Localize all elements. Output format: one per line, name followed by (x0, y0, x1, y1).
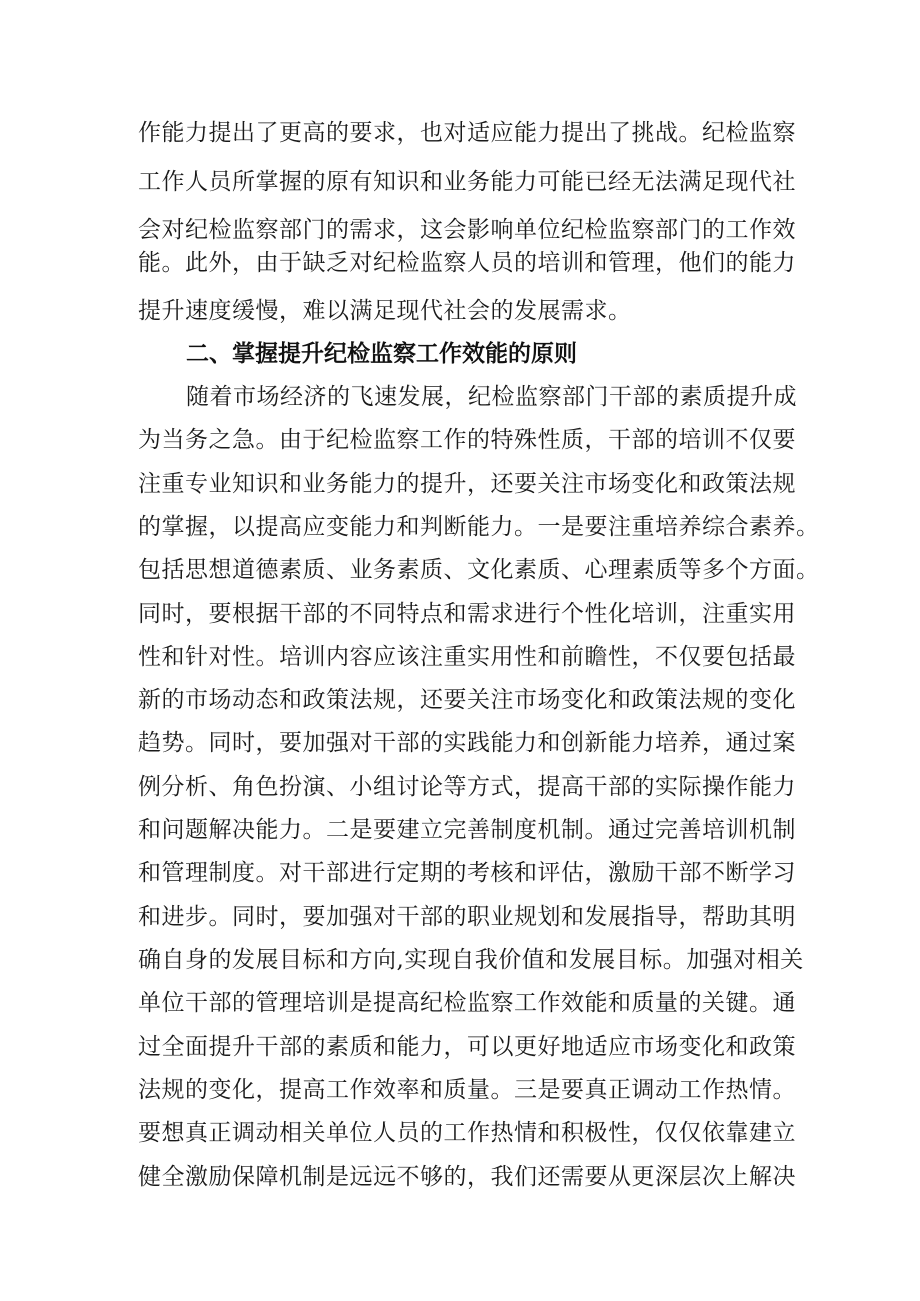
paragraph-2-line: 法规的变化，提高工作效率和质量。三是要真正调动工作热情。 (138, 1077, 796, 1103)
paragraph-2-line: 单位干部的管理培训是提高纪检监察工作效能和质量的关键。通 (138, 990, 796, 1016)
paragraph-2-line: 同时，要根据干部的不同特点和需求进行个性化培训，注重实用 (138, 601, 796, 627)
paragraph-2-line: 健全激励保障机制是远远不够的，我们还需要从更深层次上解决 (138, 1164, 796, 1190)
paragraph-2-line: 和进步。同时，要加强对干部的职业规划和发展指导，帮助其明 (138, 904, 796, 930)
paragraph-2-line: 的掌握，以提高应变能力和判断能力。一是要注重培养综合素养。 (138, 514, 820, 540)
paragraph-1-line: 能。此外，由于缺乏对纪检监察人员的培训和管理，他们的能力 (138, 250, 796, 276)
section-heading: 二、掌握提升纪检监察工作效能的原则 (186, 341, 577, 367)
paragraph-2-line: 和管理制度。对干部进行定期的考核和评估，激励干部不断学习 (138, 860, 796, 886)
paragraph-2-line: 例分析、角色扮演、小组讨论等方式，提高干部的实际操作能力 (138, 774, 796, 800)
paragraph-2-line: 为当务之急。由于纪检监察工作的特殊性质，干部的培训不仅要 (138, 427, 796, 453)
paragraph-1-line: 提升速度缓慢，难以满足现代社会的发展需求。 (138, 298, 632, 324)
paragraph-2-line: 过全面提升干部的素质和能力，可以更好地适应市场变化和政策 (138, 1034, 796, 1060)
paragraph-2-line: 包括思想道德素质、业务素质、文化素质、心理素质等多个方面。 (138, 557, 820, 583)
paragraph-2-line: 新的市场动态和政策法规，还要关注市场变化和政策法规的变化 (138, 687, 796, 713)
paragraph-2-line: 要想真正调动相关单位人员的工作热情和积极性，仅仅依靠建立 (138, 1120, 796, 1146)
paragraph-2-line: 和问题解决能力。二是要建立完善制度机制。通过完善培训机制 (138, 817, 796, 843)
paragraph-1-line: 工作人员所掌握的原有知识和业务能力可能已经无法满足现代社 (138, 169, 796, 195)
paragraph-2-line: 注重专业知识和业务能力的提升，还要关注市场变化和政策法规 (138, 471, 796, 497)
paragraph-2-line: 性和针对性。培训内容应该注重实用性和前瞻性，不仅要包括最 (138, 644, 796, 670)
paragraph-1-line: 会对纪检监察部门的需求，这会影响单位纪检监察部门的工作效 (138, 217, 796, 243)
paragraph-1-line: 作能力提出了更高的要求，也对适应能力提出了挑战。纪检监察 (138, 120, 796, 146)
paragraph-2-line: 确自身的发展目标和方向,实现自我价值和发展目标。加强对相关 (138, 947, 804, 973)
paragraph-2-line: 趋势。同时，要加强对干部的实践能力和创新能力培养，通过案 (138, 730, 796, 756)
paragraph-2-line: 随着市场经济的飞速发展，纪检监察部门干部的素质提升成 (186, 384, 797, 410)
